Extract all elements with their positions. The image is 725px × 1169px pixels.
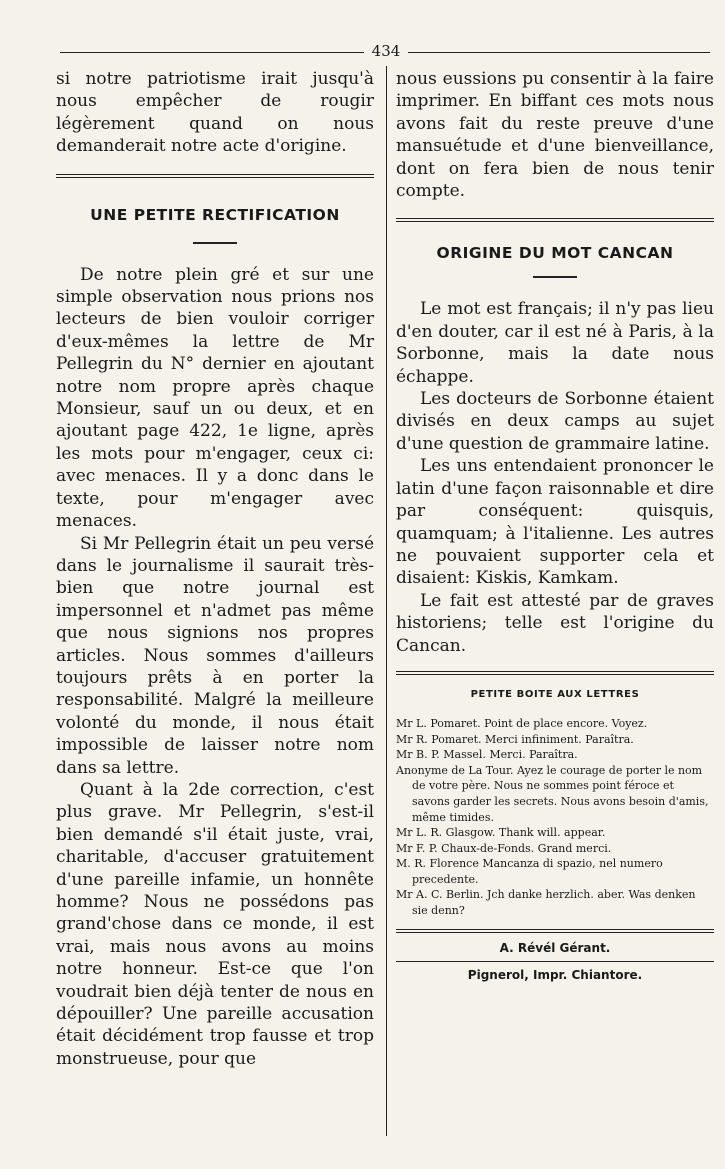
continued-text-right: nous eussions pu consentir à la faire imprimer. En biffant ces mots nous avons fait du reste preuve d'une mansuétude et d'une bienveillance, dont on fera bien de nous tenir compte.	[396, 69, 714, 202]
article-title-rectification: UNE PETITE RECTIFICATION	[90, 205, 340, 224]
mailbox-title: PETITE BOITE AUX LETTRES	[470, 688, 640, 700]
rectification-paragraph-2: Si Mr Pellegrin était un peu versé dans le journalisme il saurait très-bien que notre journal est impersonnel et n'admet pas même que nous signions nos propres articles. Nous sommes d'ailleurs toujours prêts à en porter la responsabilité. Malgré la meilleure volonté du monde, il nous était impossible de laisser notre nom dans sa lettre.	[56, 533, 374, 778]
right-column	[396, 68, 714, 982]
mailbox-entry: Mr R. Pomaret. Merci infiniment. Paraîtra.	[396, 732, 634, 746]
article-title-cancan: ORIGINE DU MOT CANCAN	[436, 244, 674, 263]
mailbox-entry: M. R. Florence Mancanza di spazio, nel numero precedente.	[396, 857, 663, 886]
mailbox-list	[396, 716, 714, 919]
mailbox-entry: Mr L. Pomaret. Point de place encore. Voyez.	[396, 716, 648, 730]
cancan-paragraph-1: Le mot est français; il n'y pas lieu d'en douter, car il est né à Paris, à la Sorbonne, mais la date nous échappe.	[396, 299, 714, 387]
section-divider	[396, 929, 714, 933]
rectification-paragraph-3: Quant à la 2de correction, c'est plus grave. Mr Pellegrin, s'est-il bien demandé s'il était juste, vrai, charitable, d'accuser gratuitement d'une pareille infamie, un honnête homme? Nous ne possédons pas grand'chose dans ce monde, il est vrai, mais nous avons au moins notre honneur. Est-ce que l'on voudrait bien déjà tenter de nous en dépouiller? Une pareille accusation était décidément trop fausse et trop monstrueuse, pour que	[56, 779, 374, 1069]
section-divider	[396, 218, 714, 222]
mailbox-entry: Mr B. P. Massel. Merci. Paraîtra.	[396, 748, 578, 762]
rectification-paragraph-1: De notre plein gré et sur une simple observation nous prions nos lecteurs de bien vouloir corriger d'eux-mêmes la lettre de Mr Pellegrin du N° dernier en ajoutant notre nom propre après chaque Monsieur, sauf un ou deux, et en ajoutant page 422, 1e ligne, après les mots pour m'engager, ceux ci: avec menaces. Il y a donc dans le texte, pour m'engager avec menaces.	[56, 264, 374, 532]
cancan-paragraph-4: Le fait est attesté par de graves historiens; telle est l'origine du Cancan.	[396, 590, 714, 656]
mailbox-entry: Mr L. R. Glasgow. Thank will. appear.	[396, 826, 606, 840]
column-divider	[386, 66, 387, 1136]
cancan-paragraph-2: Les docteurs de Sorbonne étaient divisés en deux camps au sujet d'une question de grammaire latine.	[396, 389, 714, 454]
mailbox-entry: Anonyme de La Tour. Ayez le courage de porter le nom de votre père. Nous ne sommes point féroce et savons garder les secrets. Nous avons besoin d'amis, même timides.	[396, 763, 709, 824]
title-dash	[193, 242, 237, 244]
mailbox-entry: Mr A. C. Berlin. Jch danke herzlich. aber. Was denken sie denn?	[396, 888, 696, 918]
left-column	[56, 68, 374, 1070]
continued-text-left: si notre patriotisme irait jusqu'à nous empêcher de rougir légèrement quand on nous demanderait notre acte d'origine.	[56, 69, 374, 157]
printer-imprint: Pignerol, Impr. Chiantore.	[467, 967, 643, 982]
cancan-paragraph-3: Les uns entendaient prononcer le latin d'une façon raisonnable et dire par conséquent: quisquis, quamquam; à l'italienne. Les autres ne pouvaient supporter cela et disaient: Kiskis, Kamkam.	[396, 456, 714, 589]
section-divider	[396, 671, 714, 675]
signature: A. Révél Gérant.	[499, 940, 611, 955]
signature-rule	[396, 961, 714, 962]
section-divider	[56, 174, 374, 178]
page-number: 434	[364, 42, 408, 60]
mailbox-entry: Mr F. P. Chaux-de-Fonds. Grand merci.	[396, 841, 612, 855]
title-dash	[533, 276, 577, 278]
